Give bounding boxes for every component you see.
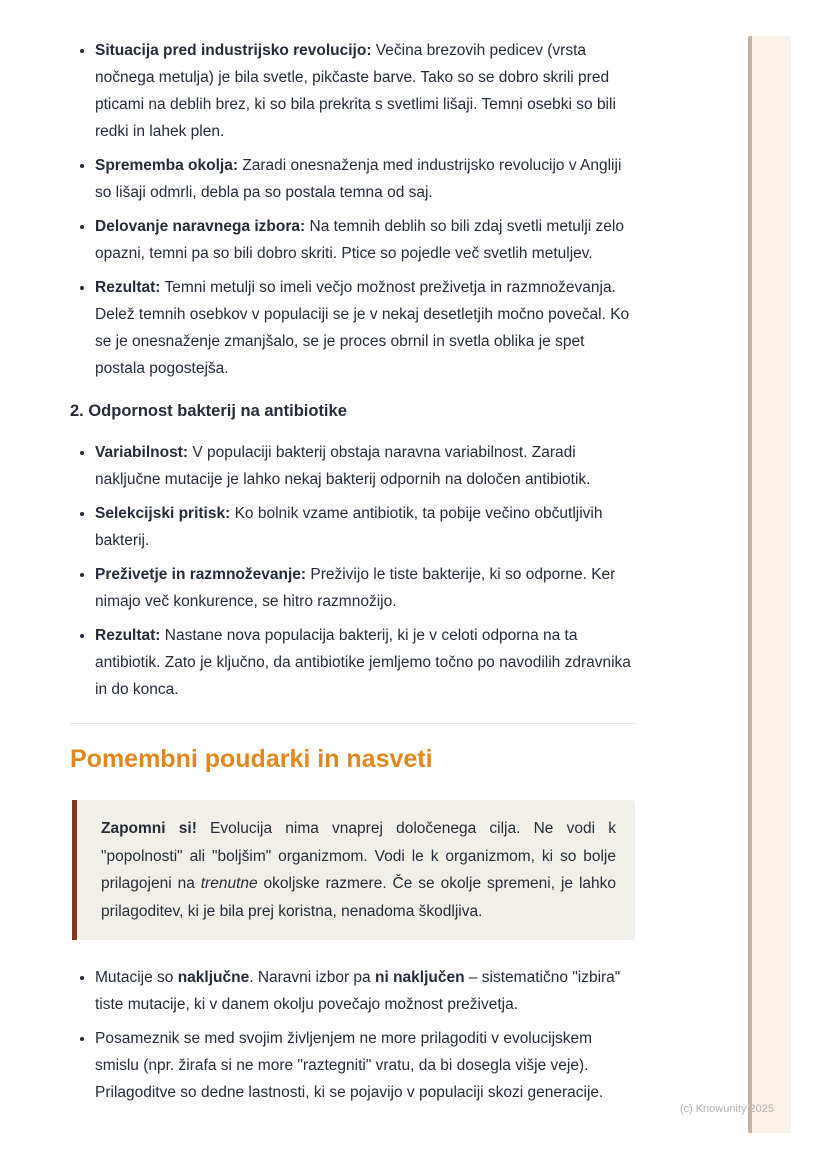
list-item: • Selekcijski pritisk: Ko bolnik vzame antibiotik, ta pobije večino občutljivih bakterij. [95,500,635,554]
list-item: • Preživetje in razmnoževanje: Preživijo le tiste bakterije, ki so odporne. Ker nimajo več konkurence, se hitro razmnožijo. [95,561,635,615]
list-item: • Variabilnost: V populaciji bakterij obstaja naravna variabilnost. Zaradi naključne mutacije je lahko nekaj bakterij odpornih na določen antibiotik. [95,439,635,493]
list-item: • Rezultat: Nastane nova populacija bakterij, ki je v celoti odporna na ta antibiotik. Zato je ključno, da antibiotike jemljemo točno po navodilih zdravnika in do konca. [95,622,635,703]
list-item: • Situacija pred industrijsko revolucijo: Večina brezovih pedicev (vrsta nočnega metulja) je bila svetle, pikčaste barve. Tako so se dobro skrili pred pticami na deblih brez, ki so bila prekrita s svetlimi lišaji. Temni osebki so bili redki in lahek plen. [95,37,635,145]
highlights-list [70,964,635,1106]
page-edge-strip [748,36,791,1133]
copyright-watermark: (c) Knowunity 2025 [679,1103,774,1115]
antibiotics-list [70,439,635,703]
list-item: • Mutacije so naključne. Naravni izbor pa ni naključen – sistematično "izbira" tiste mutacije, ki v danem okolju povečajo možnost preživetja. [95,964,635,1018]
list-item: • Rezultat: Temni metulji so imeli večjo možnost preživetja in razmnoževanja. Delež temnih osebkov v populaciji se je v nekaj desetletjih močno povečal. Ko se je onesnaženje zmanjšalo, se je proces obrnil in svetla oblika je spet postala pogostejša. [95,274,635,382]
remember-callout [72,800,635,940]
section-heading-antibiotics: 2. Odpornost bakterij na antibiotike [70,402,347,420]
notes-content [70,30,635,1113]
page-title-highlights: Pomembni poudarki in nasveti [70,745,433,773]
section-divider [70,723,635,724]
list-item: • Delovanje naravnega izbora: Na temnih deblih so bili zdaj svetli metulji zelo opazni, temni pa so bili dobro skriti. Ptice so pojedle več svetlih metuljev. [95,213,635,267]
callout-text: Zapomni si! Evolucija nima vnaprej določenega cilja. Ne vodi k "popolnosti" ali "boljšim" organizmom. Vodi le k organizmom, ki so bolje prilagojeni na trenutne okoljske razmere. Če se okolje spremeni, je lahko prilagoditev, ki je bila prej koristna, nenadoma škodljiva. [101,820,616,920]
list-item: • Sprememba okolja: Zaradi onesnaženja med industrijsko revolucijo v Angliji so lišaji odmrli, debla pa so postala temna od saj. [95,152,635,206]
list-item: • Posameznik se med svojim življenjem ne more prilagoditi v evolucijskem smislu (npr. žirafa si ne more "raztegniti" vratu, da bi dosegla višje veje). Prilagoditve so dedne lastnosti, ki se pojavijo v populaciji skozi generacije. [95,1025,635,1106]
moth-example-list [70,37,635,382]
